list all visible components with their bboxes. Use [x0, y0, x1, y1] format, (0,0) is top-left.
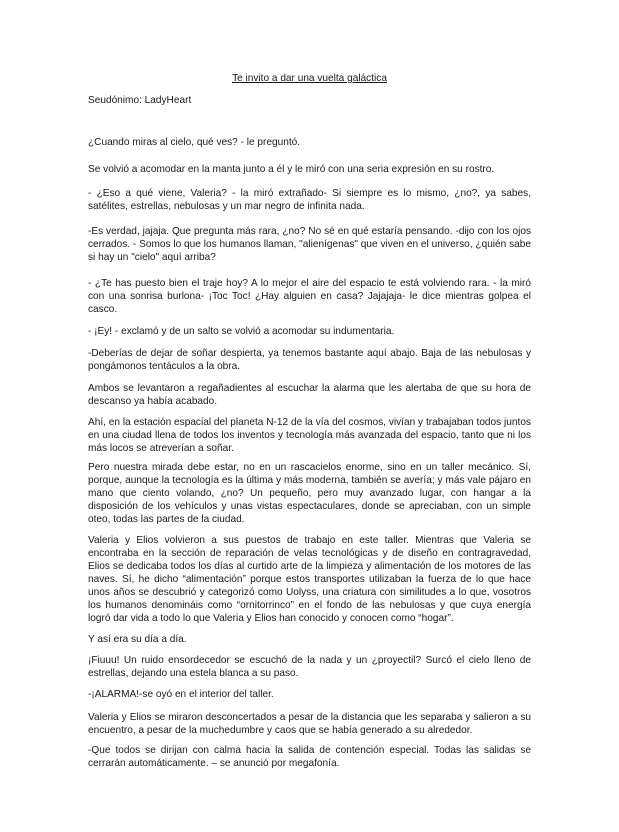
paragraph: Y así era su día a día. — [88, 634, 187, 645]
paragraph: Ahí, en la estación espacial del planeta N-12 de la vía del cosmos, vivían y trabajaban todos juntos en una ciudad llena de todos los inventos y tecnología más avanzada del espacio, tanto que ni los más locos se atreverían a soñar. — [88, 417, 531, 454]
paragraph: -¡ALARMA!-se oyó en el interior del taller. — [88, 689, 274, 700]
paragraph: Pero nuestra mirada debe estar, no en un rascacielos enorme, sino en un taller mecánico. Sí, porque, aunque la tecnología es la última y más moderna, también se avería; y más vale pájaro en mano que ciento volando, ¿no? Un pequeño, pero muy avanzado lugar, con hangar a la disposición de los vehículos y unas vistas espectaculares, donde se apreciaban, con un simple oteo, todas las partes de la ciudad. — [88, 462, 531, 525]
paragraph: Valeria y Elios volvieron a sus puestos de trabajo en este taller. Mientras que Valeria se encontraba en la sección de reparación de velas tecnológicas y de diseño en contragravedad, Elios se dedicaba todos los días al curtido arte de la limpieza y alimentación de los motores de las naves. Sí, he dicho “alimentación” porque estos transportes utilizaban la fuerza de lo que hace unos años se descubrió y categorizó como Uolyss, una criatura con similitudes a lo que, vosotros los humanos denomináis como “ornitorrinco” en el fondo de las nebulosas y que cuya energía logró dar vida a todo lo que Valeria y Elios han conocido y conocen como “hogar”. — [88, 535, 531, 624]
paragraph: -Deberías de dejar de soñar despierta, ya tenemos bastante aquí abajo. Baja de las nebulosas y pongámonos tentáculos a la obra. — [88, 348, 531, 372]
paragraph: - ¿Te has puesto bien el traje hoy? A lo mejor el aire del espacio te está volviendo rara. - la miró con una sonrisa burlona- ¡Toc Toc! ¿Hay alguien en casa? Jajajaja- le dice mientras golpea el casco. — [88, 278, 531, 315]
paragraph: Valeria y Elios se miraron desconcertados a pesar de la distancia que les separaba y salieron a su encuentro, a pesar de la muchedumbre y caos que se había generado a su alrededor. — [88, 712, 531, 736]
paragraph: - ¡Ey! - exclamó y de un salto se volvió a acomodar su indumentaria. — [88, 326, 395, 337]
paragraph: Se volvió a acomodar en la manta junto a él y le miró con una seria expresión en su rostro. — [88, 164, 495, 175]
paragraph: ¿Cuando miras al cielo, qué ves? - le preguntó. — [88, 137, 301, 148]
pseudonym-line: Seudónimo: LadyHeart — [88, 95, 192, 106]
paragraph: -Es verdad, jajaja. Que pregunta más rara, ¿no? No sé en qué estaría pensando. -dijo con los ojos cerrados. - Somos lo que los humanos llaman, "alienígenas" que viven en el universo, ¿quién sabe si hay un "cielo" aquí arriba? — [88, 226, 531, 263]
document-title: Te invito a dar una vuelta galáctica — [232, 73, 387, 84]
paragraph: Ambos se levantaron a regañadientes al escuchar la alarma que les alertaba de que su hora de descanso ya había acabado. — [88, 383, 531, 407]
paragraph: - ¿Eso a qué viene, Valeria? - la miró extrañado- Si siempre es lo mismo, ¿no?, ya sabes, satélites, estrellas, nebulosas y un mar negro de infinita nada. — [88, 188, 531, 212]
paragraph: -Que todos se dirijan con calma hacia la salida de contención especial. Todas las salidas se cerrarán automáticamente. – se anunció por megafonía. — [88, 745, 531, 769]
paragraph: ¡Fiuuu! Un ruido ensordecedor se escuchó de la nada y un ¿proyectil? Surcó el cielo lleno de estrellas, dejando una estela blanca a su paso. — [88, 655, 531, 679]
